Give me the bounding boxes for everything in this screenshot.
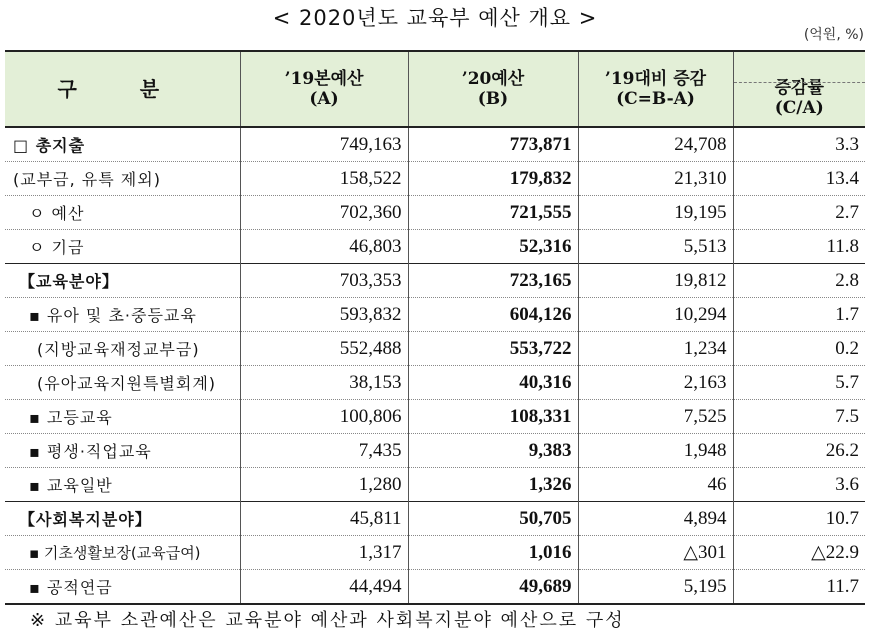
cell-change: 10,294 — [578, 298, 733, 332]
cell-rate: 3.3 — [733, 127, 865, 162]
cell-2019: 158,522 — [240, 162, 408, 196]
cell-rate: 10.7 — [733, 502, 865, 536]
table-row — [5, 196, 865, 230]
cell-2020: 721,555 — [408, 196, 578, 230]
cell-2019: 100,806 — [240, 400, 408, 434]
table-row — [5, 298, 865, 332]
cell-change: △301 — [578, 536, 733, 570]
cell-2019: 45,811 — [240, 502, 408, 536]
cell-2019: 552,488 — [240, 332, 408, 366]
cell-2020: 773,871 — [408, 127, 578, 162]
cell-rate: 13.4 — [733, 162, 865, 196]
cell-2020: 50,705 — [408, 502, 578, 536]
cell-rate: 2.7 — [733, 196, 865, 230]
cell-change: 19,195 — [578, 196, 733, 230]
table-row — [5, 536, 865, 570]
cell-rate: 26.2 — [733, 434, 865, 468]
row-label: □ 총지출 — [5, 127, 240, 162]
cell-change: 24,708 — [578, 127, 733, 162]
header-change: ’19대비 증감 (C=B-A) — [578, 51, 733, 127]
cell-2019: 1,317 — [240, 536, 408, 570]
cell-2020: 108,331 — [408, 400, 578, 434]
header-2020-budget: ’20예산 (B) — [408, 51, 578, 127]
row-label: ▪ 교육일반 — [5, 468, 240, 502]
cell-rate: 7.5 — [733, 400, 865, 434]
cell-rate: 11.7 — [733, 570, 865, 605]
cell-2020: 9,383 — [408, 434, 578, 468]
row-label: ▪ 유아 및 초·중등교육 — [5, 298, 240, 332]
cell-change: 7,525 — [578, 400, 733, 434]
cell-rate: 1.7 — [733, 298, 865, 332]
table-row — [5, 570, 865, 605]
row-label: (유아교육지원특별회계) — [5, 366, 240, 400]
cell-2019: 703,353 — [240, 264, 408, 298]
cell-2020: 553,722 — [408, 332, 578, 366]
row-label: ▪ 평생·직업교육 — [5, 434, 240, 468]
table-row — [5, 502, 865, 536]
cell-2019: 7,435 — [240, 434, 408, 468]
cell-2019: 749,163 — [240, 127, 408, 162]
cell-2019: 44,494 — [240, 570, 408, 605]
cell-2020: 49,689 — [408, 570, 578, 605]
cell-2019: 38,153 — [240, 366, 408, 400]
cell-rate: △22.9 — [733, 536, 865, 570]
row-label: (지방교육재정교부금) — [5, 332, 240, 366]
row-label: ㅇ 예산 — [5, 196, 240, 230]
table-row — [5, 332, 865, 366]
header-category: 구 분 — [5, 51, 240, 127]
cell-rate: 2.8 — [733, 264, 865, 298]
cell-rate: 0.2 — [733, 332, 865, 366]
row-label: 【사회복지분야】 — [5, 502, 240, 536]
cell-change: 1,234 — [578, 332, 733, 366]
cell-change: 1,948 — [578, 434, 733, 468]
table-row — [5, 264, 865, 298]
cell-change: 4,894 — [578, 502, 733, 536]
cell-change: 21,310 — [578, 162, 733, 196]
table-header-row — [5, 51, 865, 127]
cell-rate: 5.7 — [733, 366, 865, 400]
cell-2020: 1,016 — [408, 536, 578, 570]
header-change-rate: 증감률 (C/A) — [733, 51, 865, 127]
table-row — [5, 162, 865, 196]
row-label: ▪ 공적연금 — [5, 570, 240, 605]
cell-rate: 11.8 — [733, 230, 865, 264]
table-row — [5, 468, 865, 502]
cell-2020: 604,126 — [408, 298, 578, 332]
cell-2020: 179,832 — [408, 162, 578, 196]
row-label: ▪ 기초생활보장(교육급여) — [5, 536, 240, 570]
cell-change: 5,195 — [578, 570, 733, 605]
cell-2019: 1,280 — [240, 468, 408, 502]
cell-change: 46 — [578, 468, 733, 502]
footnote: ※ 교육부 소관예산은 교육분야 예산과 사회복지분야 예산으로 구성 — [30, 610, 625, 631]
cell-change: 2,163 — [578, 366, 733, 400]
cell-rate: 3.6 — [733, 468, 865, 502]
row-label: 【교육분야】 — [5, 264, 240, 298]
cell-2020: 52,316 — [408, 230, 578, 264]
table-row — [5, 434, 865, 468]
row-label: (교부금, 유특 제외) — [5, 162, 240, 196]
cell-2020: 723,165 — [408, 264, 578, 298]
cell-2019: 702,360 — [240, 196, 408, 230]
cell-change: 5,513 — [578, 230, 733, 264]
cell-2020: 40,316 — [408, 366, 578, 400]
table-row — [5, 127, 865, 162]
header-2019-budget: ’19본예산 (A) — [240, 51, 408, 127]
row-label: ▪ 고등교육 — [5, 400, 240, 434]
page-title: < 2020년도 교육부 예산 개요 > — [272, 6, 598, 30]
cell-2019: 593,832 — [240, 298, 408, 332]
budget-table — [5, 50, 865, 605]
table-row — [5, 400, 865, 434]
table-row — [5, 366, 865, 400]
table-row — [5, 230, 865, 264]
cell-2019: 46,803 — [240, 230, 408, 264]
cell-change: 19,812 — [578, 264, 733, 298]
cell-2020: 1,326 — [408, 468, 578, 502]
unit-label: (억원, %) — [803, 27, 864, 43]
row-label: ㅇ 기금 — [5, 230, 240, 264]
